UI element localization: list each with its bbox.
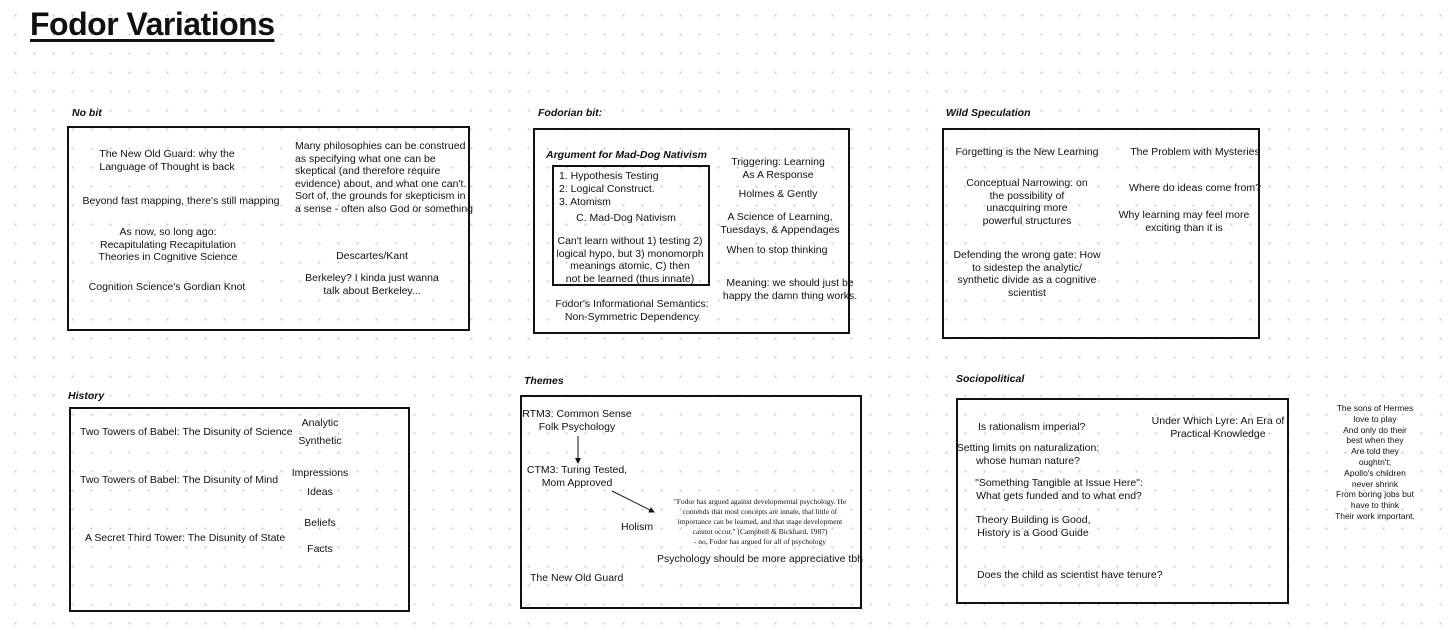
note[interactable]: When to stop thinking: [726, 244, 828, 256]
note[interactable]: Descartes/Kant: [336, 250, 408, 262]
note[interactable]: Triggering: Learning As A Response: [731, 156, 825, 181]
note[interactable]: Ideas: [307, 486, 333, 498]
note[interactable]: A Secret Third Tower: The Disunity of State: [85, 532, 286, 544]
note[interactable]: Two Towers of Babel: The Disunity of Science: [80, 426, 293, 438]
note[interactable]: Defending the wrong gate: How to sidestep the analytic/ synthetic divide as a cognitive scientist: [953, 249, 1101, 299]
page-title: Fodor Variations: [30, 6, 275, 42]
note[interactable]: The New Old Guard: [530, 572, 624, 584]
note[interactable]: Psychology should be more appreciative tbh: [656, 553, 864, 565]
note[interactable]: Cognition Science's Gordian Knot: [88, 281, 246, 293]
argument-step[interactable]: 3. Atomism: [559, 196, 611, 208]
argument-step[interactable]: 2. Logical Construct.: [559, 183, 655, 195]
note[interactable]: As now, so long ago: Recapitulating Recapitulation Theories in Cognitive Science: [98, 226, 238, 263]
note[interactable]: CTM3: Turing Tested, Mom Approved: [526, 464, 628, 489]
note[interactable]: Beliefs: [304, 517, 336, 529]
note[interactable]: Facts: [307, 543, 333, 555]
note[interactable]: Holmes & Gently: [738, 188, 818, 200]
note[interactable]: RTM3: Common Sense Folk Psychology: [522, 408, 632, 433]
note[interactable]: Does the child as scientist have tenure?: [977, 569, 1163, 581]
note[interactable]: Fodor's Informational Semantics: Non-Symmetric Dependency: [555, 298, 709, 323]
note[interactable]: Many philosophies can be construed as specifying what one can be skeptical (and therefore require evidence) about, and what one can't. Sort of, the grounds for skepticism in a sense - often also God or something: [295, 140, 474, 215]
note[interactable]: Why learning may feel more exciting than it is: [1118, 209, 1250, 234]
note[interactable]: Is rationalism imperial?: [978, 421, 1086, 433]
section-label-socio: Sociopolitical: [956, 373, 1025, 385]
section-label-fodorian: Fodorian bit:: [538, 107, 603, 119]
note[interactable]: Setting limits on naturalization: whose human nature?: [956, 442, 1100, 467]
note[interactable]: Two Towers of Babel: The Disunity of Mind: [80, 474, 279, 486]
argument-step[interactable]: 1. Hypothesis Testing: [559, 170, 659, 182]
section-label-themes: Themes: [524, 375, 564, 387]
note[interactable]: Analytic: [301, 417, 339, 429]
note[interactable]: Conceptual Narrowing: on the possibility of unacquiring more powerful structures: [966, 177, 1088, 227]
note[interactable]: Beyond fast mapping, there's still mapping: [82, 195, 280, 207]
note[interactable]: Theory Building is Good, History is a Good Guide: [975, 514, 1091, 539]
note[interactable]: Forgetting is the New Learning: [955, 146, 1099, 158]
note[interactable]: Berkeley? I kinda just wanna talk about Berkeley...: [305, 272, 439, 297]
poem-note[interactable]: The sons of Hermes love to play And only do their best when they Are told they oughtn't; Apollo's children never shrink From boring jobs but have to think Their work important.: [1335, 403, 1415, 521]
note[interactable]: A Science of Learning, Tuesdays, & Appendages: [720, 211, 840, 236]
note[interactable]: Impressions: [291, 467, 349, 479]
note[interactable]: Synthetic: [298, 435, 342, 447]
note[interactable]: Meaning: we should just be happy the damn thing works.: [722, 277, 858, 302]
section-label-wild: Wild Speculation: [946, 107, 1031, 119]
argument-conclusion[interactable]: C. Mad-Dog Nativism: [576, 212, 676, 224]
quote-note[interactable]: "Fodor has argued against developmental psychology. He contends that most concepts are innate, that little of importance can be learned, and that stage development cannot occur." (Campbell & Bickhard, 1987) - no, Fodor has argued for all of psychology: [673, 497, 847, 546]
section-label-no-bit: No bit: [72, 107, 102, 119]
note[interactable]: The New Old Guard: why the Language of Thought is back: [99, 148, 235, 173]
note[interactable]: Where do ideas come from?: [1129, 182, 1261, 194]
note[interactable]: The Problem with Mysteries: [1130, 146, 1260, 158]
note[interactable]: Under Which Lyre: An Era of Practical Knowledge: [1151, 415, 1285, 440]
note[interactable]: Holism: [621, 521, 654, 533]
argument-title: Argument for Mad-Dog Nativism: [546, 149, 708, 161]
note[interactable]: "Something Tangible at Issue Here": What gets funded and to what end?: [975, 477, 1143, 502]
argument-explanation[interactable]: Can't learn without 1) testing 2) logical hypo, but 3) monomorph meanings atomic, C) then not be learned (thus innate): [556, 235, 704, 285]
section-label-history: History: [68, 390, 105, 402]
